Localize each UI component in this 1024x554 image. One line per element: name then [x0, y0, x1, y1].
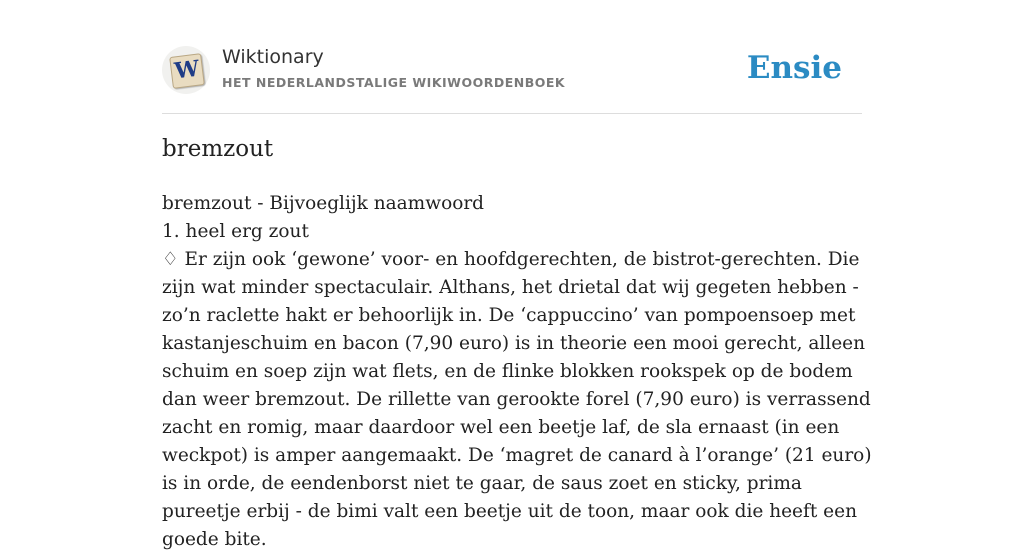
site-name[interactable]: Wiktionary — [222, 46, 324, 68]
ensie-logo[interactable]: Ensie — [746, 50, 842, 86]
logo-letter: W — [173, 55, 201, 85]
definition: 1. heel erg zout — [162, 221, 309, 242]
site-tagline: HET NEDERLANDSTALIGE WIKIWOORDENBOEK — [222, 75, 566, 90]
entry-content — [162, 190, 874, 554]
wiktionary-logo[interactable] — [162, 46, 210, 94]
header-divider — [162, 113, 862, 114]
page-title: bremzout — [162, 136, 274, 162]
example-sentence: ♢ Er zijn ook ‘gewone’ voor- en hoofdgerechten, de bistrot-gerechten. Die zijn wat minder spectaculair. Althans, het drietal dat wij gegeten hebben - zo’n raclette hakt er behoorlijk in. De ‘cappuccino’ van pompoensoep met kastanjeschuim en bacon (7,90 euro) is in theorie een mooi gerecht, alleen schuim en soep zijn wat flets, en de flinke blokken rookspek op de bodem dan weer bremzout. De rillette van gerookte forel (7,90 euro) is verrassend zacht en romig, maar daardoor wel een beetje laf, de sla ernaast (in een weckpot) is amper aangemaakt. De ‘magret de canard à l’orange’ (21 euro) is in orde, de eendenborst niet te gaar, de saus zoet en sticky, prima pureetje erbij - de bimi valt een beetje uit de toon, maar ook die heeft een goede bite. — [162, 249, 872, 550]
wiktionary-logo-icon — [169, 53, 205, 89]
site-header — [162, 44, 862, 114]
word-type-line: bremzout - Bijvoeglijk naamwoord — [162, 193, 485, 214]
